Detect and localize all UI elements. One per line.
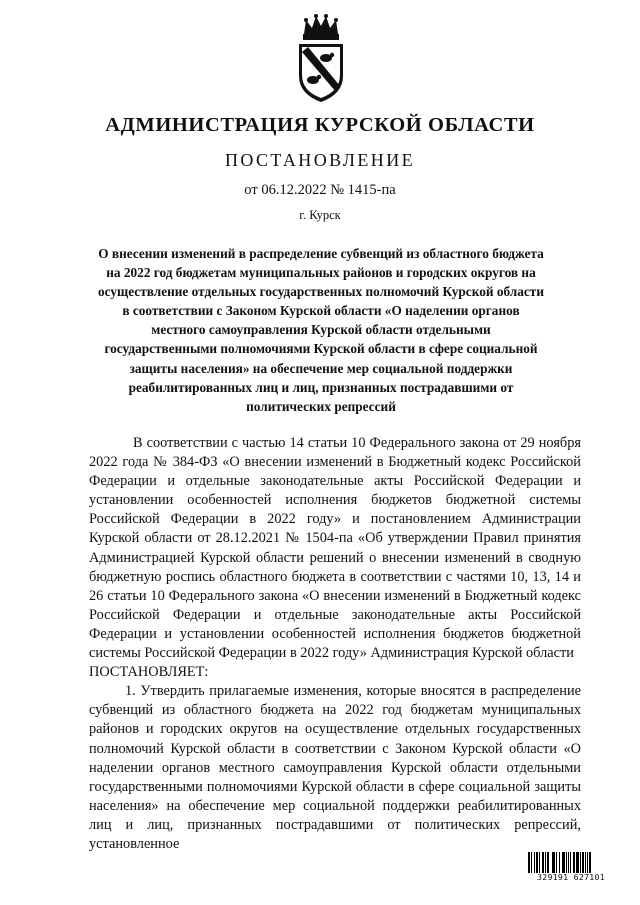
decree-word: ПОСТАНОВЛЯЕТ: xyxy=(89,664,209,681)
barcode-bars xyxy=(528,852,614,873)
document-date-number: от 06.12.2022 № 1415-па xyxy=(244,182,396,198)
decree-item-1: 1. Утвердить прилагаемые изменения, которые вносятся в распределение субвенций из областного бюджета на 2022 год бюджетам муниципальных районов и городских округов на осуществление отдельных государственных полномочий Курской области в соответствии с Законом Курской области «О наделении органов местного самоуправления Курской области отдельными государственными полномочиями Курской области в сфере социальной защиты населения» на обеспечение мер социальной поддержки реабилитированных лиц и лиц, признанных пострадавшими от политических репрессий, установленное xyxy=(89,683,581,852)
document-body xyxy=(89,434,581,854)
document-subject-title: О внесении изменений в распределение субвенций из областного бюджета на 2022 год бюджетам муниципальных районов и городских округов на осуществление отдельных государственных полномочий Курской области в соответствии с Законом Курской области «О наделении органов местного самоуправления Курской области отдельными государственными полномочиями Курской области в сфере социальной защиты населения» на обеспечение мер социальной поддержки реабилитированных лиц и лиц, признанных пострадавшими от политических репрессий xyxy=(97,246,544,414)
document-type: ПОСТАНОВЛЕНИЕ xyxy=(224,150,416,170)
document-city: г. Курск xyxy=(299,208,341,222)
document-barcode xyxy=(528,852,614,882)
coat-of-arms-emblem xyxy=(296,14,346,104)
barcode-number: 329191 627101 xyxy=(537,872,605,882)
preamble-paragraph: В соответствии с частью 14 статьи 10 Федерального закона от 29 ноября 2022 года № 384-ФЗ «О внесении изменений в Бюджетный кодекс Российской Федерации и отдельные законодательные акты Российской Федерации и установлении особенностей исполнения бюджетов бюджетной системы Российской Федерации в 2022 году» и постановлением Администрации Курской области от 28.12.2021 № 1504-па «Об утверждении Правил принятия Администрацией Курской области решений о внесении изменений в сводную бюджетную роспись областного бюджета в соответствии с частями 10, 13, 14 и 26 статьи 10 Федерального закона «О внесении изменений в Бюджетный кодекс Российской Федерации и отдельные законодательные акты Российской Федерации и установлении особенностей исполнения бюджетов бюджетной системы Российской Федерации в 2022 году» Администрация Курской области xyxy=(89,435,581,662)
barcode-bar xyxy=(591,852,592,873)
organization-title: АДМИНИСТРАЦИЯ КУРСКОЙ ОБЛАСТИ xyxy=(105,114,535,136)
